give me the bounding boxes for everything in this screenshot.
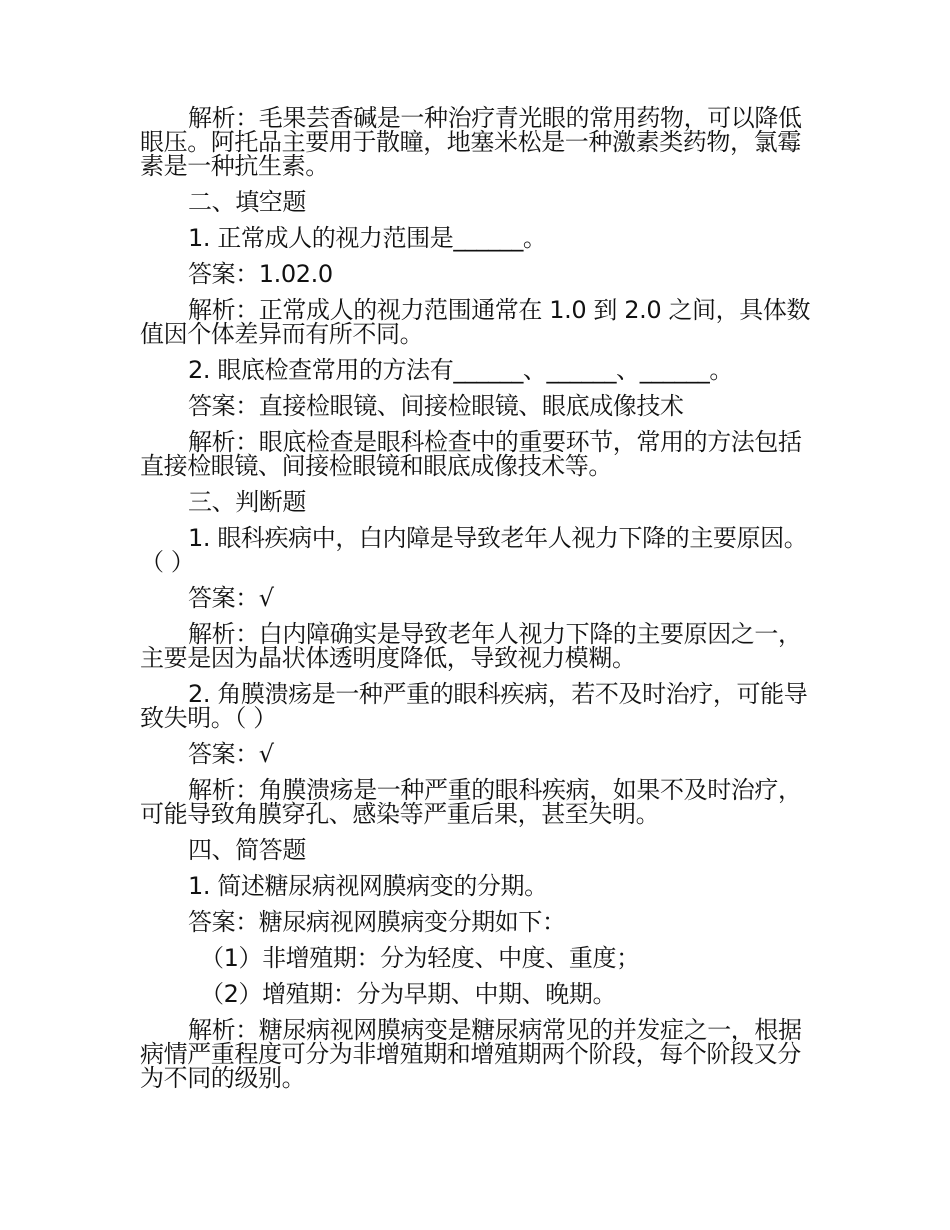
section-heading-short-answer: 四、简答题 <box>188 836 306 864</box>
question-paragraph: 1. 眼科疾病中，白内障是导致老年人视力下降的主要原因。（ ） <box>140 524 808 576</box>
explanation-paragraph: 解析：正常成人的视力范围通常在 1.0 到 2.0 之间，具体数值因个体差异而有所不同。 <box>140 296 811 348</box>
explanation-paragraph: 解析：眼底检查是眼科检查中的重要环节，常用的方法包括直接检眼镜、间接检眼镜和眼底成像技术等。 <box>140 428 802 480</box>
explanation-paragraph: 解析：白内障确实是导致老年人视力下降的主要原因之一，主要是因为晶状体透明度降低，导致视力模糊。 <box>140 620 802 672</box>
question-paragraph: 2. 角膜溃疡是一种严重的眼科疾病，若不及时治疗，可能导致失明。（ ） <box>140 680 808 732</box>
answer-paragraph: 答案：1.02.0 <box>188 260 333 288</box>
section-heading-true-false: 三、判断题 <box>188 488 306 516</box>
document-page <box>140 106 812 1102</box>
explanation-paragraph: 解析：角膜溃疡是一种严重的眼科疾病，如果不及时治疗，可能导致角膜穿孔、感染等严重后果，甚至失明。 <box>140 776 802 828</box>
explanation-paragraph: 解析：糖尿病视网膜病变是糖尿病常见的并发症之一，根据病情严重程度可分为非增殖期和增殖期两个阶段，每个阶段又分为不同的级别。 <box>140 1016 802 1092</box>
question-paragraph: 1. 简述糖尿病视网膜病变的分期。 <box>188 872 548 900</box>
answer-paragraph: 答案：糖尿病视网膜病变分期如下： <box>188 908 566 936</box>
explanation-paragraph: 解析：毛果芸香碱是一种治疗青光眼的常用药物，可以降低眼压。阿托品主要用于散瞳，地塞米松是一种激素类药物，氯霉素是一种抗生素。 <box>140 104 802 180</box>
answer-list-item: （2）增殖期：分为早期、中期、晚期。 <box>200 980 617 1008</box>
question-paragraph: 2. 眼底检查常用的方法有______、______、______。 <box>188 356 733 384</box>
answer-paragraph: 答案：√ <box>188 584 274 612</box>
answer-paragraph: 答案：√ <box>188 740 274 768</box>
question-paragraph: 1. 正常成人的视力范围是______。 <box>188 224 547 252</box>
answer-list-item: （1）非增殖期：分为轻度、中度、重度； <box>200 944 640 972</box>
section-heading-fill-in: 二、填空题 <box>188 188 306 216</box>
answer-paragraph: 答案：直接检眼镜、间接检眼镜、眼底成像技术 <box>188 392 684 420</box>
